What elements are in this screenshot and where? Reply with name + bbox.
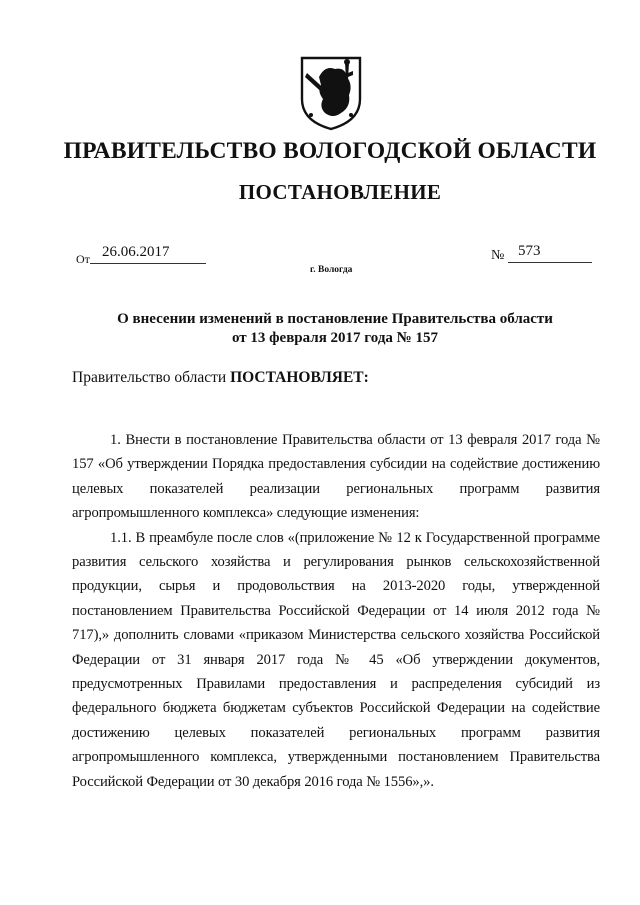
city-label: г. Вологда [310, 265, 353, 275]
decree-statement [72, 369, 369, 387]
document-body [72, 428, 600, 794]
date-value: 26.06.2017 [90, 244, 206, 264]
decree-prefix: Правительство области [72, 369, 231, 386]
date-label: От [76, 252, 90, 266]
paragraph-1: 1. Внести в постановление Правительства области от 13 февраля 2017 года № 157 «Об утверждении Порядка предоставления субсидии на содействие достижению целевых показателей реализации региональных программ развития агропромышленного комплекса» следующие изменения: [72, 432, 600, 522]
decree-keyword: ПОСТАНОВЛЯЕТ: [230, 369, 369, 386]
coat-of-arms-icon [299, 55, 363, 131]
document-subject [0, 310, 640, 348]
document-type: ПОСТАНОВЛЕНИЕ [238, 180, 442, 204]
paragraph-1-1: 1.1. В преамбуле после слов «(приложение № 12 к Государственной программе развития сельского хозяйства и регулирования рынков сельскохозяйственной продукции, сырья и продовольствия на 2013-2020 годы, утвержденной постановлением Правительства Российской Федерации от 14 июля 2012 года № 717),» дополнить словами «приказом Министерства сельского хозяйства Российской Федерации от 31 января 2017 года № 45 «Об утверждении документов, предусмотренных Правилами предоставления и распределения субсидий из федерального бюджета бюджетам субъектов Российской Федерации на содействие достижению целевых показателей региональных программ развития агропромышленного комплекса, утвержденными постановлением Правительства Российской Федерации от 30 декабря 2016 года № 1556»,». [72, 529, 600, 790]
subject-line-2: от 13 февраля 2017 года № 157 [232, 330, 438, 346]
number-label: № [491, 248, 505, 263]
organization-title: ПРАВИТЕЛЬСТВО ВОЛОГОДСКОЙ ОБЛАСТИ [63, 138, 597, 164]
subject-line-1: О внесении изменений в постановление Правительства области [117, 311, 553, 327]
number-value: 573 [508, 243, 592, 263]
